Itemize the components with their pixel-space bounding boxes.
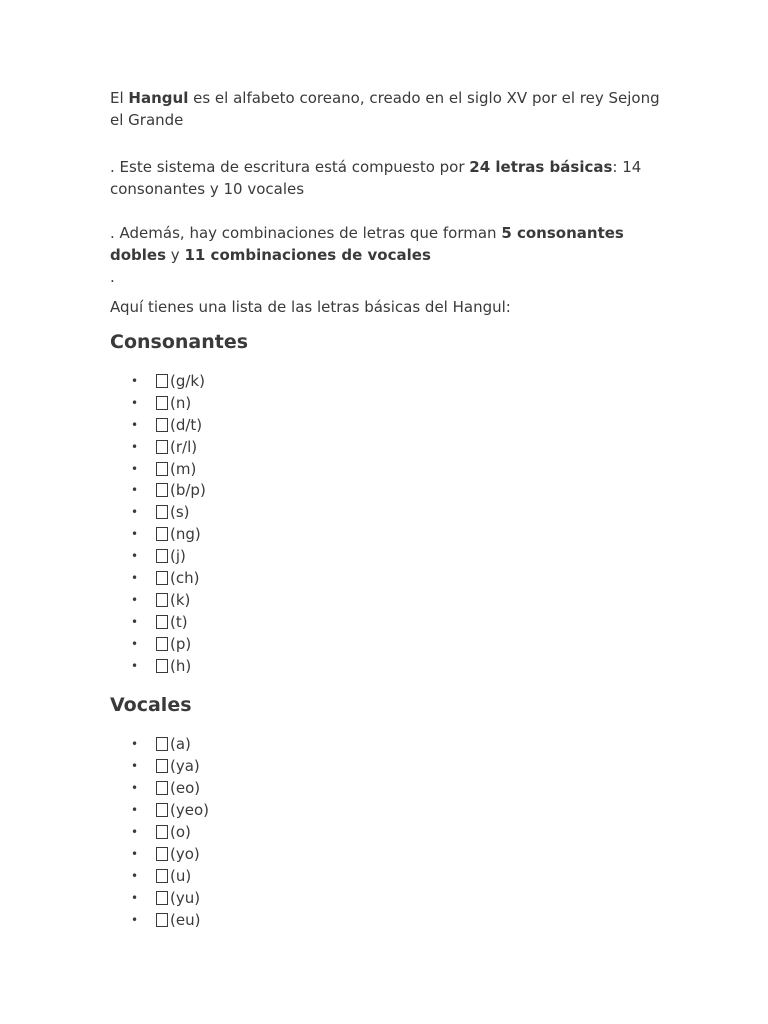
missing-glyph-icon [156,527,168,541]
bullet-icon: • [131,658,139,673]
bullet-icon: • [131,781,139,796]
text-run: . [110,268,115,286]
bullet-icon: • [131,868,139,883]
bold-run: 5 consonantes dobles [110,224,624,264]
list-item [110,755,670,777]
romanization-label: (k) [170,590,191,609]
romanization-label: (ch) [170,569,200,588]
missing-glyph-icon [156,659,168,673]
bullet-icon: • [131,527,139,542]
romanization-label: (eo) [170,779,201,798]
missing-glyph-icon [156,396,168,410]
missing-glyph-icon [156,615,168,629]
romanization-label: (p) [170,634,192,653]
romanization-label: (t) [170,612,188,631]
missing-glyph-icon [156,803,168,817]
list-item [110,821,670,843]
romanization-label: (a) [170,735,191,754]
list-item [110,545,670,567]
romanization-label: (m) [170,459,197,478]
list-item [110,865,670,887]
romanization-label: (u) [170,866,192,885]
romanization-label: (yeo) [170,801,209,820]
text-run: . Además, hay combinaciones de letras que forman [110,224,502,242]
bullet-icon: • [131,759,139,774]
document-page [110,87,670,930]
list-item [110,633,670,655]
bullet-icon: • [131,374,139,388]
romanization-label: (j) [170,547,186,566]
missing-glyph-icon [156,571,168,585]
intro-paragraph-4: Aquí tienes una lista de las letras básicas del Hangul: [110,298,511,316]
romanization-label: (b/p) [170,481,206,500]
missing-glyph-icon [156,869,168,883]
list-item [110,370,670,392]
vowels-heading: Vocales [110,694,192,717]
list-item [110,458,670,480]
intro-paragraph-1 [110,87,670,131]
romanization-label: (yu) [170,888,201,907]
list-item [110,392,670,414]
missing-glyph-icon [156,891,168,905]
vowel-list [110,733,670,930]
missing-glyph-icon [156,637,168,651]
romanization-label: (eu) [170,910,201,929]
intro-paragraph-2 [110,156,670,200]
bullet-icon: • [131,571,139,586]
list-item [110,843,670,865]
list-item [110,799,670,821]
missing-glyph-icon [156,781,168,795]
missing-glyph-icon [156,549,168,563]
list-item [110,887,670,909]
bold-run: 11 combinaciones de vocales [184,246,431,264]
bullet-icon: • [131,549,139,564]
missing-glyph-icon [156,462,168,476]
list-item [110,479,670,501]
romanization-label: (ng) [170,525,201,544]
missing-glyph-icon [156,737,168,751]
list-item [110,414,670,436]
bullet-icon: • [131,803,139,818]
romanization-label: (d/t) [170,415,203,434]
list-item [110,733,670,755]
bullet-icon: • [131,505,139,520]
list-item [110,777,670,799]
romanization-label: (yo) [170,844,200,863]
missing-glyph-icon [156,825,168,839]
list-item [110,909,670,931]
bullet-icon: • [131,483,139,498]
bullet-icon: • [131,737,139,752]
bullet-icon: • [131,846,139,861]
list-item [110,436,670,458]
list-item [110,611,670,633]
text-run: es el alfabeto coreano, creado en el siglo XV por el rey Sejong el Grande [110,89,660,129]
text-run: y [166,246,185,264]
bullet-icon: • [131,417,139,432]
bullet-icon: • [131,825,139,840]
romanization-label: (n) [170,393,192,412]
bullet-icon: • [131,439,139,454]
bold-run: Hangul [128,89,189,107]
missing-glyph-icon [156,593,168,607]
romanization-label: (s) [170,503,190,522]
text-run: . Este sistema de escritura está compuesto por [110,158,470,176]
missing-glyph-icon [156,505,168,519]
romanization-label: (r/l) [170,437,198,456]
bullet-icon: • [131,461,139,476]
consonant-list [110,370,670,676]
romanization-label: (g/k) [170,372,205,390]
bullet-icon: • [131,912,139,927]
bullet-icon: • [131,614,139,629]
bullet-icon: • [131,890,139,905]
list-item [110,523,670,545]
missing-glyph-icon [156,847,168,861]
romanization-label: (o) [170,823,191,842]
text-run: : 14 consonantes y 10 vocales [110,158,642,198]
missing-glyph-icon [156,483,168,497]
romanization-label: (h) [170,656,192,675]
bullet-icon: • [131,636,139,651]
list-item [110,501,670,523]
list-item [110,589,670,611]
list-item [110,567,670,589]
bold-run: 24 letras básicas [469,158,613,176]
missing-glyph-icon [156,913,168,927]
list-item [110,655,670,677]
bullet-icon: • [131,395,139,410]
missing-glyph-icon [156,440,168,454]
consonants-heading: Consonantes [110,331,249,353]
intro-paragraph-3 [110,222,670,288]
bullet-icon: • [131,592,139,607]
text-run: El [110,89,129,107]
missing-glyph-icon [156,374,168,388]
missing-glyph-icon [156,759,168,773]
missing-glyph-icon [156,418,168,432]
romanization-label: (ya) [170,757,200,776]
